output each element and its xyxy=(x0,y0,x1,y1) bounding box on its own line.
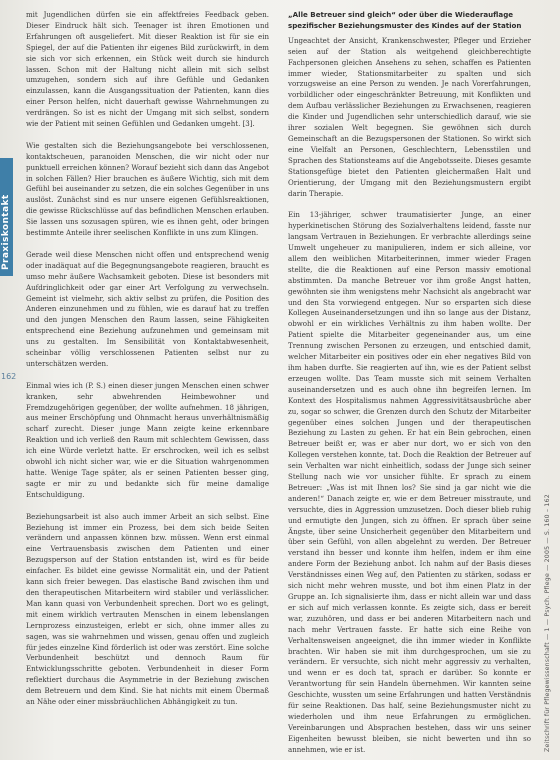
body-paragraph: Wie gestalten sich die Beziehungsangebote bei verschlossenen, kontaktscheuen, paranoiden Menschen, die wir nicht oder nur punktuell erreichen können? Worauf bezieht sich dann das Angebot in solchen Fällen? Hier brauchen es äußere Wichtig, sich mit dem Gefühl bei auseinander zu setzen, die ein solches Gegenüber in uns auslöst. Zunächst sind es nur unsere eigenen Gefühlsreaktionen, die gewisse Rückschlüsse auf das befindlichen Menschen erlauben. Sie lassen uns sozusagen spüren, wie es ihnen geht, oder bringen bestimmte Anteile ihrer seelischen Konflikte in uns zum Klingen. xyxy=(26,140,269,238)
body-paragraph: Einmal wies ich (P. S.) einen dieser jungen Menschen einen schwer kranken, sehr abwehrenden Heimbewohner und Fremdzugehörigen gegenüber, der wollte aufnehmen. 18 jährigen, aus meiner Erschöpfung und Ohnmacht heraus unverhältnismäßig scharf zurecht. Dieser junge Mann zeigte keine erkennbare Reaktion und ich verließ den Raum mit schlechtem Gewissen, dass ich eine Würde verletzt hatte. Er erschrocken, weil ich es selbst obwohl ich nicht sicher war, wie er die Situation wahrgenommen hatte. Wenige Tage später, als er seinen Patienten besser ging, sagte er mir zu und bedankte sich für meine damalige Entschuldigung. xyxy=(26,380,269,499)
body-paragraph: Gerade weil diese Menschen nicht offen und entsprechend wenig oder inadäquat auf die Begegnungsangebote reagieren, braucht es umso mehr äußere Wachsamkeit geboten. Diese ist besonders mit Aufdringlichkeit oder gar einer Art Verfolgung zu verwechseln. Gemeint ist vielmehr, sich aktiv selbst zu prüfen, die Position des Anderen einzunehmen und zu fühlen, wie es darauf hat zu treffen und den jungen Menschen den Raum lassen, seine Fähigkeiten entsprechend eine Beziehung aufzunehmen und gemeinsam mit uns zu gestalten. Im Sensibilität von Kontaktabwesenheit, scheinbar völlig verschlossenen Patienten selbst nur zu unterschätzen werden. xyxy=(26,249,269,368)
body-paragraph: mit Jugendlichen dürfen sie ein affektfreies Feedback geben. Dieser Eindruck hält sich. Teenager ist ihren Emotionen und Erfahrungen oft ausgeliefert. Mit dieser Reaktion ist für sie ein Spiegel, der auf die Patienten ihr eigenes Bild zurückwirft, in dem sie sich vor sich erkennen, ein Stück weit durch sie hindurch lassen. Schon mit der Haltung nicht allein mit sich selbst umzugehen, sondern sich auf ihre Gefühle und Gedanken einzulassen, kann die Ausgangssituation der Patienten, kann dies einer Person helfen, nicht dauerhaft gewisse Wahrnehmungen zu verdrängen. So ist es nicht der Umgang mit sich selbst, sondern wie der Patient mit seinen Gefühlen und Gedanken umgeht. [3]. xyxy=(26,10,269,129)
running-footer: Zeitschrift für Pflegewissenschaft — 1 — Psych. Pflege — 2005 — S. 160 – 162 xyxy=(544,494,551,752)
right-column xyxy=(288,10,531,760)
section-tab-label: Praxiskontakt xyxy=(1,194,11,270)
page-number: 162 xyxy=(1,372,17,381)
section-tab xyxy=(0,158,13,276)
body-paragraph: Ungeachtet der Ansicht, Krankenschwester, Pfleger und Erzieher seien auf der Station als weitgehend gleichberechtigte Fachpersonen gleichen Ansehens zu sehen, schaffen es Patienten immer wieder, Stationsmitarbeiter zu spalten und sich vorzugsweise an eine Person zu wenden. Je nach Vorerfahrungen, vorbildlicher oder eingeschränkter Betreuung, mit Konflikten und dem Aufbau verlässlicher Beziehungen zu Erwachsenen, reagieren die Kinder und Jugendlichen sehr unterschiedlich darauf, wie sie ihrer sozialen Welt begegnen. Sie gewöhnen sich durch Gemeinschaft an die Bezugspersonen der Stationen. So wirkt sich eine Vielfalt an Personen, Geschlechtern, Lebensstilen und Sprachen des Stationsteams auf die Angebotsseite. Dieses gesamte Stationsgefüge bietet den Patienten gleichermaßen Halt und Orientierung, der Umgang mit den Beziehungsmustern ergibt darin Therapie. xyxy=(288,35,531,198)
left-column xyxy=(26,10,269,719)
body-paragraph: Ein 13-jähriger, schwer traumatisierter Junge, an einer hyperkinetischen Störung des Sozialverhaltens leidend, fasste nur langsam Vertrauen in Beziehungen. Er verbrachte allerdings seine Umwelt ungeheuer zu manipulieren, indem er sich alleine, vor allem den weiblichen Mitarbeiterinnen, immer wieder Fragen stellte, die die Reaktionen auf eine Person massiv emotional abstimmten. Da manche Betreuer vor ihm große Angst hatten, gewöhnten sie ihm wenigstens mehr Nachsicht als angebracht war und den Sta vorwiegend entgegen. Nur so ersparten sich diese Kollegen Auseinandersetzungen und ihn so lange aus der Distanz, obwohl er ein wirkliches Verhältnis zu ihm haben wollte. Der Patient spielte die Mitarbeiter gegeneinander aus, um eine Trennung zwischen Personen zu erzeugen, und entschied damit, welcher Mitarbeiter ein positives oder ein eher negatives Bild von ihm haben durfte. Sie reagierten auf ihn, wie es der Patient selbst erzeugen wollte. Das Team musste sich mit seinem Verhalten auseinandersetzen und es auch ohne ihn begreifen lernen. Im Kontext des Hospitalismus nahmen Aggressivitätsausbrüche aber zu, sogar so schwer, die Grenzen durch den Schutz der Mitarbeiter gegenüber eines solchen Jungen und der therapeutischen Beziehung zu Lasten zu gehen. Er hat ein Bein gebrochen, einen Betreuer beißt er, was er aber nur dort, wo er sich von den Kollegen verstehen konnte, tat. Doch die Reaktion der Betreuer auf sein Verhalten war nicht einheitlich, sodass der Junge sich seiner Stellung nach wie vor unsicher fühlte. Er sprach zu einem Betreuer: „Was ist mit Ihnen los? Sie sind ja gar nicht wie die anderen!“ Danach zeigte er, wie er dem Betreuer misstraute, und versuchte, dies in Aggression umzusetzen. Doch dieser blieb ruhig und ermutigte den Jungen, sich zu öffnen. Er sprach über seine Ängste, über seine Unsicherheit gegenüber den Mitarbeitern und über sein Gefühl, von allen abgelehnt zu werden. Der Betreuer verstand ihn besser und konnte ihm helfen, indem er ihm eine andere Form der Beziehung anbot. Ich nahm auf der Basis dieses Verständnisses einen Weg auf, den Patienten zu stärken, sodass er sich nicht mehr wehren musste, und bot ihm einen Platz in der Gruppe an. Ich signalisierte ihm, dass er nicht allein war und dass er sich auf mich verlassen konnte. Es zeigte sich, dass er bereit war, zuzuhören, und dass er bei anderen Mitarbeitern nach und nach mehr Vertrauen fasste. Er hatte sich eine Reihe von Verhaltensweisen angeeignet, die ihn immer wieder in Konflikte brachten. Wir haben sie mit ihm durchgesprochen, um sie zu verändern. Er versuchte, sich nicht mehr aggressiv zu verhalten, und wenn er es doch tat, sprach er darüber. So konnte er Verantwortung für sein Handeln übernehmen. Wir kannten seine Geschichte, wussten um seine Erfahrungen und hatten Verständnis für seine Reaktionen. Das half, seine Beziehungsmuster nicht zu wiederholen und ihm neue Erfahrungen zu ermöglichen. Vereinbarungen und Absprachen bestehen, dass wir uns seiner Eigenheiten bewusst bleiben, sie nicht bewerten und ihn so annehmen, wie er ist. xyxy=(288,210,531,754)
section-heading: „Alle Betreuer sind gleich“ oder über die Wiederauflage spezifischer Beziehungsmuster des Kindes auf der Station xyxy=(288,10,522,30)
body-paragraph: Beziehungsarbeit ist also auch immer Arbeit an sich selbst. Eine Beziehung ist immer ein Prozess, bei dem sich beide Seiten verändern und anpassen können bzw. müssen. Wenn erst einmal eine Vertrauensbasis zwischen dem Patienten und einer Bezugsperson auf der Station entstanden ist, wird es für beide einfacher. Es bildet eine gewisse Normalität ein, und der Patient kann sich freier bewegen. Das elastische Band zwischen ihm und den therapeutischen Mitarbeitern wird stabiler und verlässlicher. Man kann quasi von Verbundenheit sprechen. Dort wo es gelingt, mit einem wirklich vertrauten Menschen in einem lebenslangen Lernprozess einzusteigen, erlebt er sich, ohne immer alles zu sagen, was sie wahrnehmen und wissen, genau offen und zugleich für jedes einzelne Kind förderlich ist oder was zerstört. Eine solche Verbundenheit beschützt und dennoch Raum für Entwicklungsschritte geboten. Verbundenheit in dieser Form reflektiert durchaus die Asymmetrie in der Beziehung zwischen dem Betreuern und dem Kind. Sie hat nichts mit einem Übermaß an Nähe oder einer missbräuchlichen Abhängigkeit zu tun. xyxy=(26,511,269,707)
